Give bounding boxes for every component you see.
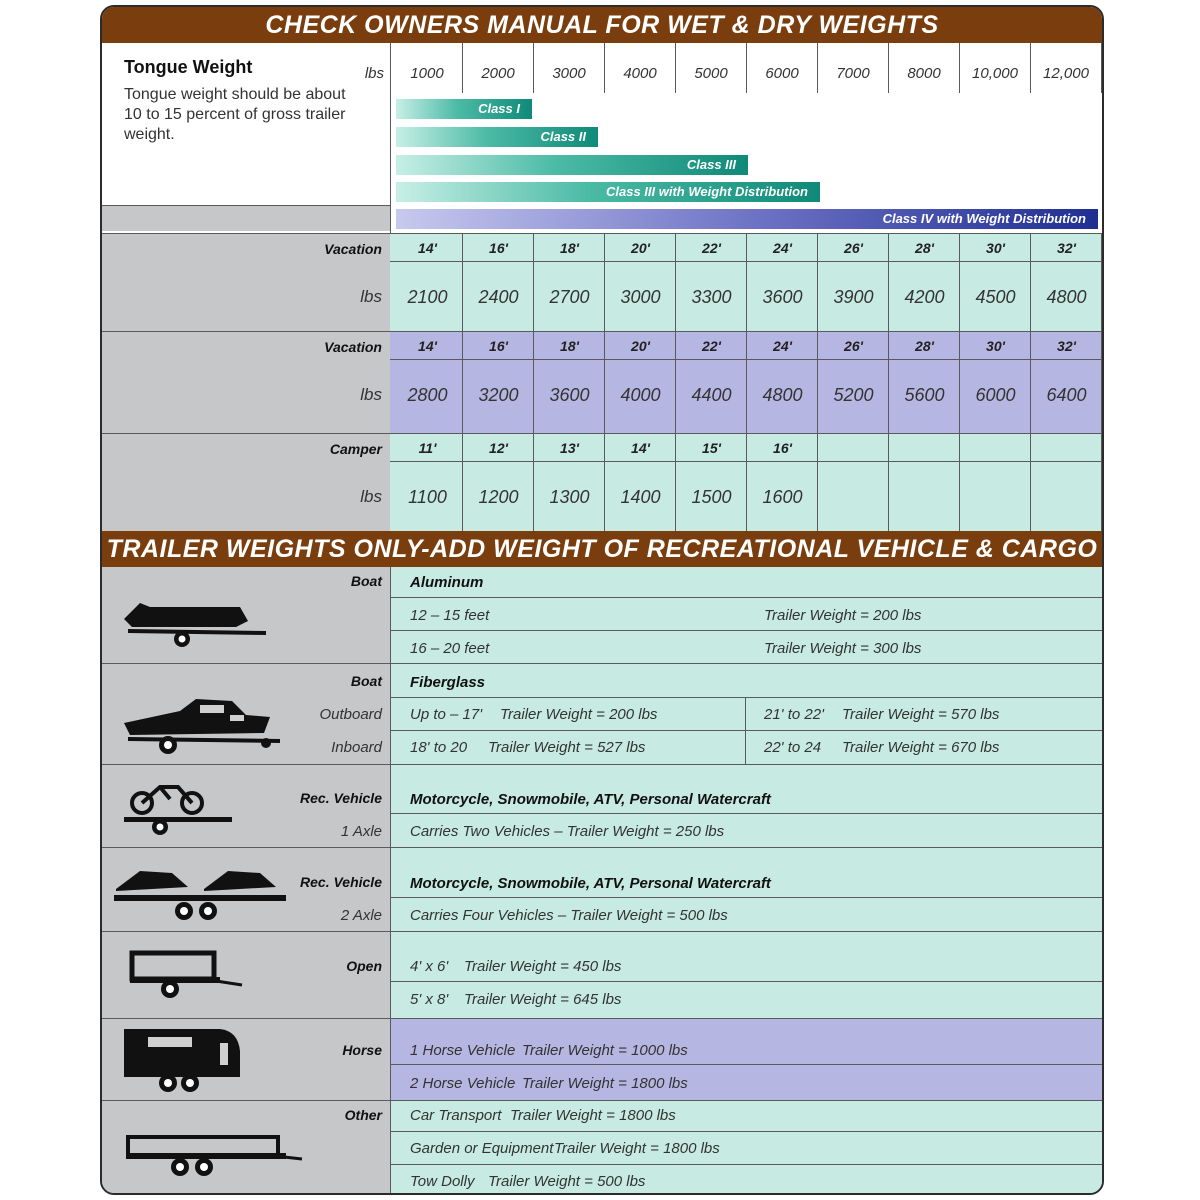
sep xyxy=(102,847,1102,848)
rv-row-type: Vacation xyxy=(324,241,382,257)
rv-weight: 3300 xyxy=(691,287,732,307)
other-r1b: Trailer Weight = 1800 lbs xyxy=(510,1107,676,1124)
boat-fg-r1b: Trailer Weight = 200 lbs xyxy=(500,706,658,723)
rv-row-type: Vacation xyxy=(324,339,382,355)
rv-length: 30' xyxy=(986,240,1005,256)
rv-row-unit: lbs xyxy=(360,487,382,506)
boat-fg-sub1: Outboard xyxy=(319,706,382,723)
sep xyxy=(102,663,1102,664)
class-3-bar: Class III xyxy=(396,155,748,175)
rv-length: 14' xyxy=(418,240,437,256)
rv-length: 28' xyxy=(915,338,934,354)
rec1-label: Rec. Vehicle xyxy=(300,790,382,806)
rv-weight: 6400 xyxy=(1046,385,1087,405)
sep xyxy=(390,1064,1102,1065)
header-top: CHECK OWNERS MANUAL FOR WET & DRY WEIGHTS xyxy=(102,7,1102,43)
rv-length: 26' xyxy=(844,240,863,256)
rv-length: 16' xyxy=(489,240,508,256)
boat-al-r2a: 16 – 20 feet xyxy=(410,640,490,657)
rv-weight: 1300 xyxy=(549,487,590,507)
rv-length: 22' xyxy=(702,338,721,354)
rv-weight: 4400 xyxy=(691,385,732,405)
rv-cell-column xyxy=(818,433,889,531)
boat-fg-r1d: Trailer Weight = 570 lbs xyxy=(842,706,1000,723)
sep xyxy=(390,813,1102,814)
rv-weight: 3600 xyxy=(762,287,803,307)
scale-tick: 6000 xyxy=(747,43,818,93)
other-r3a: Tow Dolly xyxy=(410,1173,475,1190)
sep xyxy=(390,1164,1102,1165)
tongue-desc: Tongue weight should be about 10 to 15 percent of gross trailer weight. xyxy=(124,86,346,143)
rv-length: 18' xyxy=(560,338,579,354)
rv-weight: 2100 xyxy=(407,287,448,307)
boat-fg-r1a: Up to – 17' xyxy=(410,706,483,723)
rv-row-unit: lbs xyxy=(360,287,382,306)
other-r2b: Trailer Weight = 1800 lbs xyxy=(554,1140,720,1157)
other-label: Other xyxy=(344,1107,382,1123)
rv-weight: 3900 xyxy=(833,287,874,307)
aluminum-boat-icon xyxy=(120,593,270,653)
rv-weight: 1400 xyxy=(620,487,661,507)
motorcycle-trailer-icon xyxy=(120,775,240,839)
rv-weight: 2700 xyxy=(549,287,590,307)
sep xyxy=(102,1100,1102,1101)
class-3-wd-bar: Class III with Weight Distribution xyxy=(396,182,820,202)
sep xyxy=(390,630,1102,631)
scale-tick: 1000 xyxy=(392,43,463,93)
boat-fg-r2d: Trailer Weight = 670 lbs xyxy=(842,739,1000,756)
rv-length: 13' xyxy=(560,440,579,456)
sep xyxy=(102,764,1102,765)
boat-fg-r2a: 18' to 20 xyxy=(410,739,468,756)
rv-length: 24' xyxy=(773,338,792,354)
flatbed-trailer-icon xyxy=(124,1127,304,1183)
rv-weight: 1600 xyxy=(762,487,803,507)
horse-r1a: 1 Horse Vehicle xyxy=(410,1042,516,1059)
rv-weight: 1200 xyxy=(478,487,519,507)
scale-tick: 7000 xyxy=(818,43,889,93)
horse-label: Horse xyxy=(342,1042,382,1058)
rv-length: 20' xyxy=(631,338,650,354)
sep xyxy=(102,931,1102,932)
rv-weight: 1100 xyxy=(408,487,447,507)
grey-spacer-fill xyxy=(102,205,390,231)
rv-weight: 4200 xyxy=(904,287,945,307)
other-r1a: Car Transport xyxy=(410,1107,502,1124)
open-r2b: Trailer Weight = 645 lbs xyxy=(464,991,622,1008)
rv-weight: 2800 xyxy=(407,385,448,405)
rv-length: 24' xyxy=(773,240,792,256)
rec1-head: Motorcycle, Snowmobile, ATV, Personal Watercraft xyxy=(410,791,771,808)
rv-weight: 4000 xyxy=(620,385,661,405)
rv-length: 16' xyxy=(773,440,792,456)
rv-length: 26' xyxy=(844,338,863,354)
rv-length: 14' xyxy=(631,440,650,456)
scale-tick: 5000 xyxy=(676,43,747,93)
boat-al-head: Aluminum xyxy=(410,574,484,591)
boat-fg-r2c: 22' to 24 xyxy=(764,739,822,756)
rv-row-sep xyxy=(390,261,1102,262)
rec2-sub: 2 Axle xyxy=(340,907,382,924)
rv-length: 12' xyxy=(489,440,508,456)
boat-al-r2b: Trailer Weight = 300 lbs xyxy=(764,640,922,657)
sep xyxy=(390,1131,1102,1132)
snowmobile-trailer-icon xyxy=(110,857,292,925)
rec2-label: Rec. Vehicle xyxy=(300,874,382,890)
rv-length: 11' xyxy=(418,440,437,456)
other-r2a: Garden or Equipment xyxy=(410,1140,554,1157)
rv-weight: 4800 xyxy=(1046,287,1087,307)
sep xyxy=(390,897,1102,898)
class-4-wd-bar: Class IV with Weight Distribution xyxy=(396,209,1098,229)
sep xyxy=(390,697,1102,698)
other-r3b: Trailer Weight = 500 lbs xyxy=(488,1173,646,1190)
rv-weight: 5600 xyxy=(904,385,945,405)
tongue-box-bottom xyxy=(102,205,390,206)
rec2-head: Motorcycle, Snowmobile, ATV, Personal Watercraft xyxy=(410,875,771,892)
rv-row-unit: lbs xyxy=(360,385,382,404)
open-r1b: Trailer Weight = 450 lbs xyxy=(464,958,622,975)
rv-length: 14' xyxy=(418,338,437,354)
rec2-line: Carries Four Vehicles – Trailer Weight = 500 lbs xyxy=(410,907,728,924)
boat-fg-label: Boat xyxy=(350,673,382,689)
rv-length: 28' xyxy=(915,240,934,256)
rv-weight: 6000 xyxy=(975,385,1016,405)
boat-al-label: Boat xyxy=(350,573,382,589)
rv-row-sep xyxy=(390,359,1102,360)
scale-tick: 12,000 xyxy=(1031,43,1102,93)
scale-tick: 8000 xyxy=(889,43,960,93)
scale-tick: 3000 xyxy=(534,43,605,93)
boat-al-r1b: Trailer Weight = 200 lbs xyxy=(764,607,922,624)
scale-tick: 2000 xyxy=(463,43,534,93)
rec1-sub: 1 Axle xyxy=(340,823,382,840)
rv-length: 16' xyxy=(489,338,508,354)
open-r2a: 5' x 8' xyxy=(410,991,449,1008)
rv-cell-column xyxy=(960,433,1031,531)
rv-length: 15' xyxy=(702,440,721,456)
class-1-bar: Class I xyxy=(396,99,532,119)
scale-tick: 4000 xyxy=(605,43,676,93)
class-2-bar: Class II xyxy=(396,127,598,147)
rec1-line: Carries Two Vehicles – Trailer Weight = 250 lbs xyxy=(410,823,725,840)
boat-fg-r1c: 21' to 22' xyxy=(764,706,824,723)
rv-cell-column xyxy=(889,433,960,531)
rv-weight: 5200 xyxy=(833,385,874,405)
rv-weight: 4800 xyxy=(762,385,803,405)
boat-fg-head: Fiberglass xyxy=(410,674,486,691)
scale-unit: lbs xyxy=(364,65,384,82)
tongue-title: Tongue Weight xyxy=(124,57,253,77)
rv-weight: 3000 xyxy=(620,287,661,307)
rv-length: 32' xyxy=(1057,338,1076,354)
spacer xyxy=(102,43,103,44)
rv-length: 32' xyxy=(1057,240,1076,256)
horse-r2a: 2 Horse Vehicle xyxy=(410,1075,516,1092)
open-trailer-icon xyxy=(126,945,246,1005)
fiberglass-boat-icon xyxy=(120,693,285,757)
sep xyxy=(102,1018,1102,1019)
sep xyxy=(745,697,746,764)
sep xyxy=(390,981,1102,982)
header-mid: TRAILER WEIGHTS ONLY-ADD WEIGHT OF RECREATIONAL VEHICLE & CARGO xyxy=(102,531,1102,567)
rv-row-type: Camper xyxy=(329,441,382,457)
rv-cell-column xyxy=(1031,433,1102,531)
rv-weight: 3600 xyxy=(549,385,590,405)
rv-length: 22' xyxy=(702,240,721,256)
horse-trailer-icon xyxy=(120,1021,250,1093)
sep xyxy=(390,730,1102,731)
boat-al-r1a: 12 – 15 feet xyxy=(410,607,490,624)
boat-fg-r2b: Trailer Weight = 527 lbs xyxy=(488,739,646,756)
scale-tick: 10,000 xyxy=(960,43,1031,93)
rv-weight: 2400 xyxy=(478,287,519,307)
rv-weight: 4500 xyxy=(975,287,1016,307)
rv-length: 18' xyxy=(560,240,579,256)
open-label: Open xyxy=(346,958,382,974)
open-r1a: 4' x 6' xyxy=(410,958,449,975)
horse-r2b: Trailer Weight = 1800 lbs xyxy=(522,1075,688,1092)
boat-fg-sub2: Inboard xyxy=(331,739,382,756)
sep xyxy=(390,597,1102,598)
rv-length: 30' xyxy=(986,338,1005,354)
rv-weight: 1500 xyxy=(691,487,732,507)
rv-weight: 3200 xyxy=(478,385,519,405)
weight-chart xyxy=(100,5,1104,1195)
rv-length: 20' xyxy=(631,240,650,256)
rv-row-sep xyxy=(390,461,1102,462)
horse-r1b: Trailer Weight = 1000 lbs xyxy=(522,1042,688,1059)
